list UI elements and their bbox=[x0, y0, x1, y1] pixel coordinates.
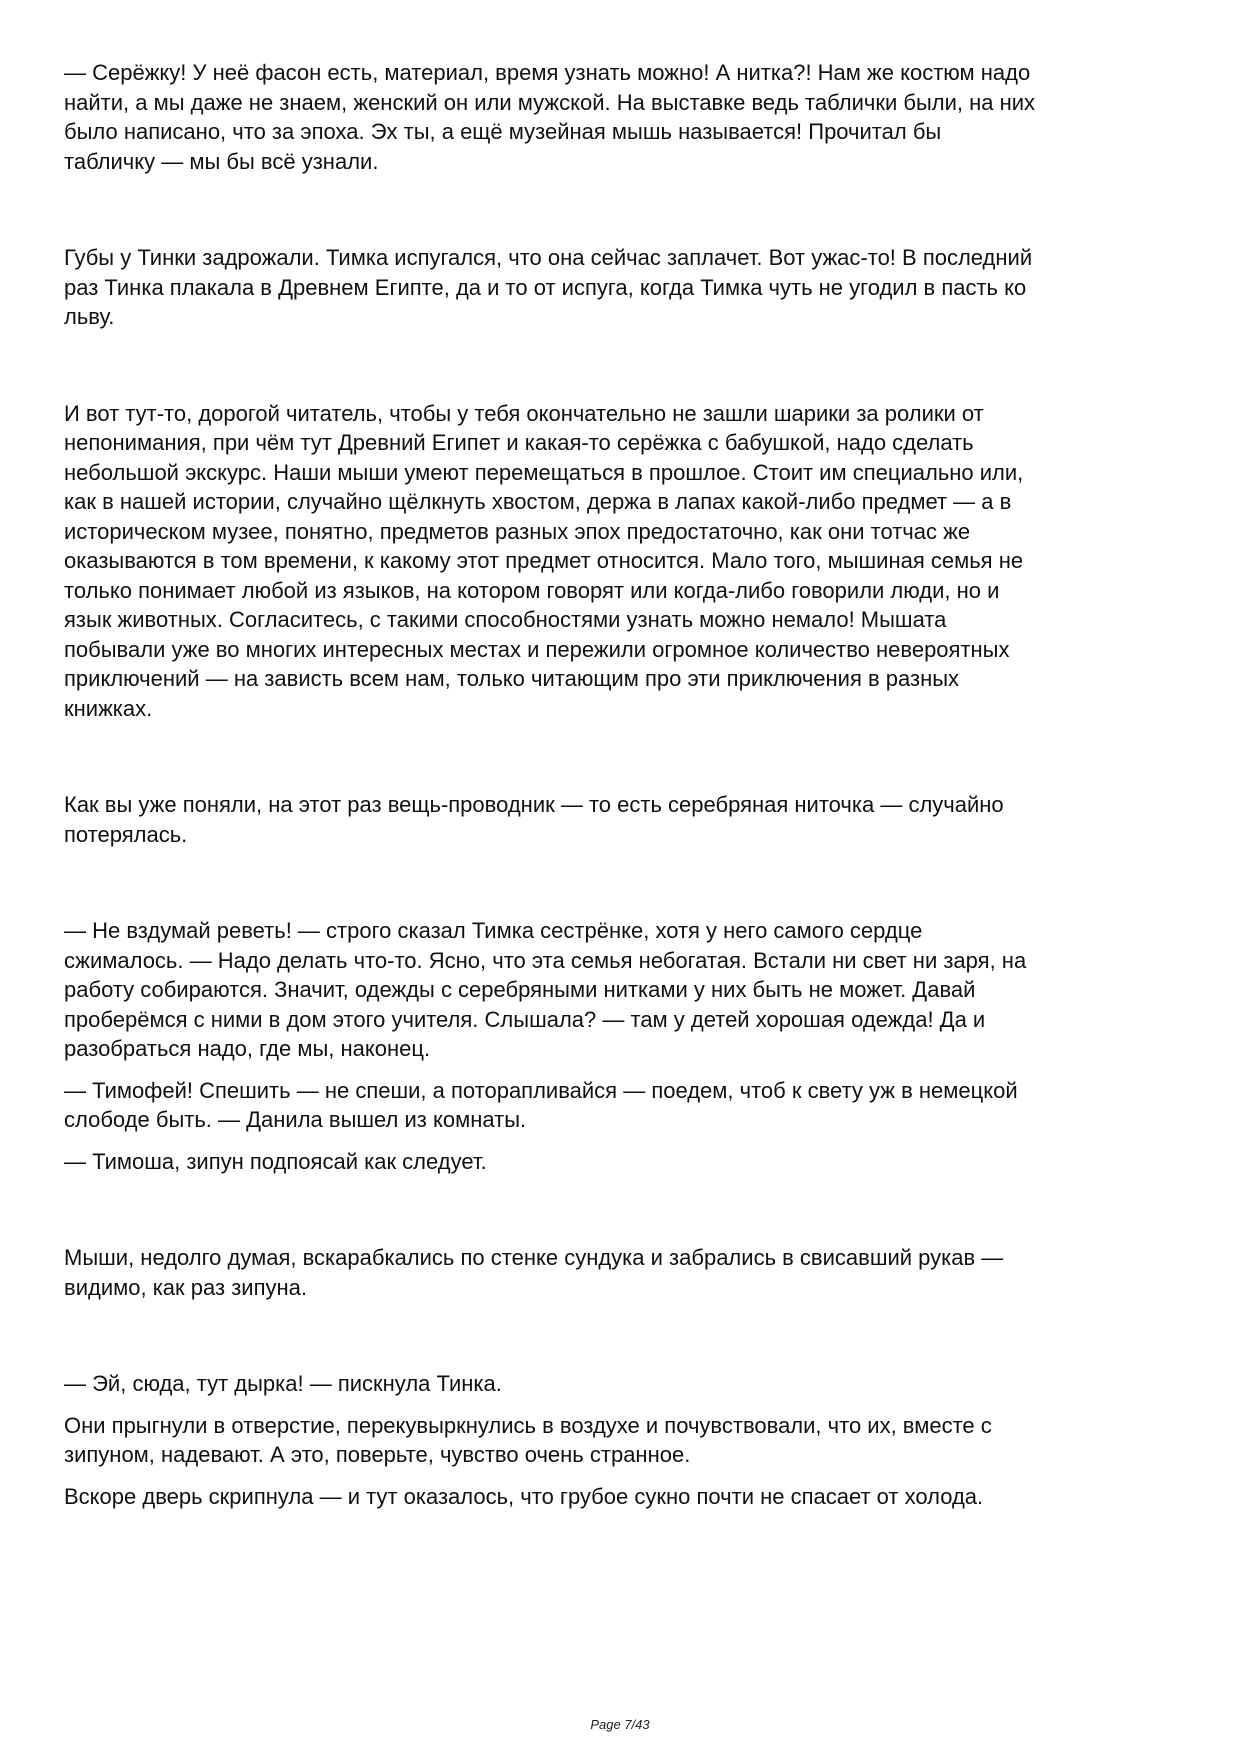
document-page bbox=[64, 58, 1184, 1523]
paragraph-5: — Не вздумай реветь! — строго сказал Тимка сестрёнке, хотя у него самого сердце сжималось. — Надо делать что-то. Ясно, что эта семья небогатая. Встали ни свет ни заря, на работу собираются. Значит, одежды с серебряными нитками у них быть не может. Давай проберёмся с ними в дом этого учителя. Слышала? — там у детей хорошая одежда! Да и разобраться надо, где мы, наконец. bbox=[64, 918, 1027, 1061]
paragraph-8: Мыши, недолго думая, вскарабкались по стенке сундука и забрались в свисавший рукав — видимо, как раз зипуна. bbox=[64, 1245, 1004, 1300]
page-number-footer: Page 7/43 bbox=[590, 1717, 650, 1732]
paragraph-2: Губы у Тинки задрожали. Тимка испугался, что она сейчас заплачет. Вот ужас-то! В последний раз Тинка плакала в Древнем Египте, да и то от испуга, когда Тимка чуть не угодил в пасть ко льву. bbox=[64, 245, 1033, 329]
paragraph-1: — Серёжку! У неё фасон есть, материал, время узнать можно! А нитка?! Нам же костюм надо найти, а мы даже не знаем, женский он или мужской. На выставке ведь таблички были, на них было написано, что за эпоха. Эх ты, а ещё музейная мышь называется! Прочитал бы табличку — мы бы всё узнали. bbox=[64, 60, 1036, 174]
paragraph-7: — Тимоша, зипун подпоясай как следует. bbox=[64, 1148, 487, 1174]
paragraph-11: Вскоре дверь скрипнула — и тут оказалось, что грубое сукно почти не спасает от холода. bbox=[64, 1483, 984, 1509]
paragraph-4: Как вы уже поняли, на этот раз вещь-проводник — то есть серебряная ниточка — случайно потерялась. bbox=[64, 792, 1004, 847]
paragraph-6: — Тимофей! Спешить — не спеши, а поторапливайся — поедем, чтоб к свету уж в немецкой слободе быть. — Данила вышел из комнаты. bbox=[64, 1077, 1018, 1132]
paragraph-3: И вот тут-то, дорогой читатель, чтобы у тебя окончательно не зашли шарики за ролики от непонимания, при чём тут Древний Египет и какая-то серёжка с бабушкой, надо сделать небольшой экскурс. Наши мыши умеют перемещаться в прошлое. Стоит им специально или, как в нашей истории, случайно щёлкнуть хвостом, держа в лапах какой-либо предмет — а в историческом музее, понятно, предметов разных эпох предостаточно, как они тотчас же оказываются в том времени, к какому этот предмет относится. Мало того, мышиная семья не только понимает любой из языков, на котором говорят или когда-либо говорили люди, но и язык животных. Согласитесь, с такими способностями узнать можно немало! Мышата побывали уже во многих интересных местах и пережили огромное количество невероятных приключений — на зависть всем нам, только читающим про эти приключения в разных книжках. bbox=[64, 400, 1024, 721]
paragraph-10: Они прыгнули в отверстие, перекувыркнулись в воздухе и почувствовали, что их, вместе с зипуном, надевают. А это, поверьте, чувство очень странное. bbox=[64, 1412, 992, 1467]
paragraph-9: — Эй, сюда, тут дырка! — пискнула Тинка. bbox=[64, 1371, 502, 1396]
